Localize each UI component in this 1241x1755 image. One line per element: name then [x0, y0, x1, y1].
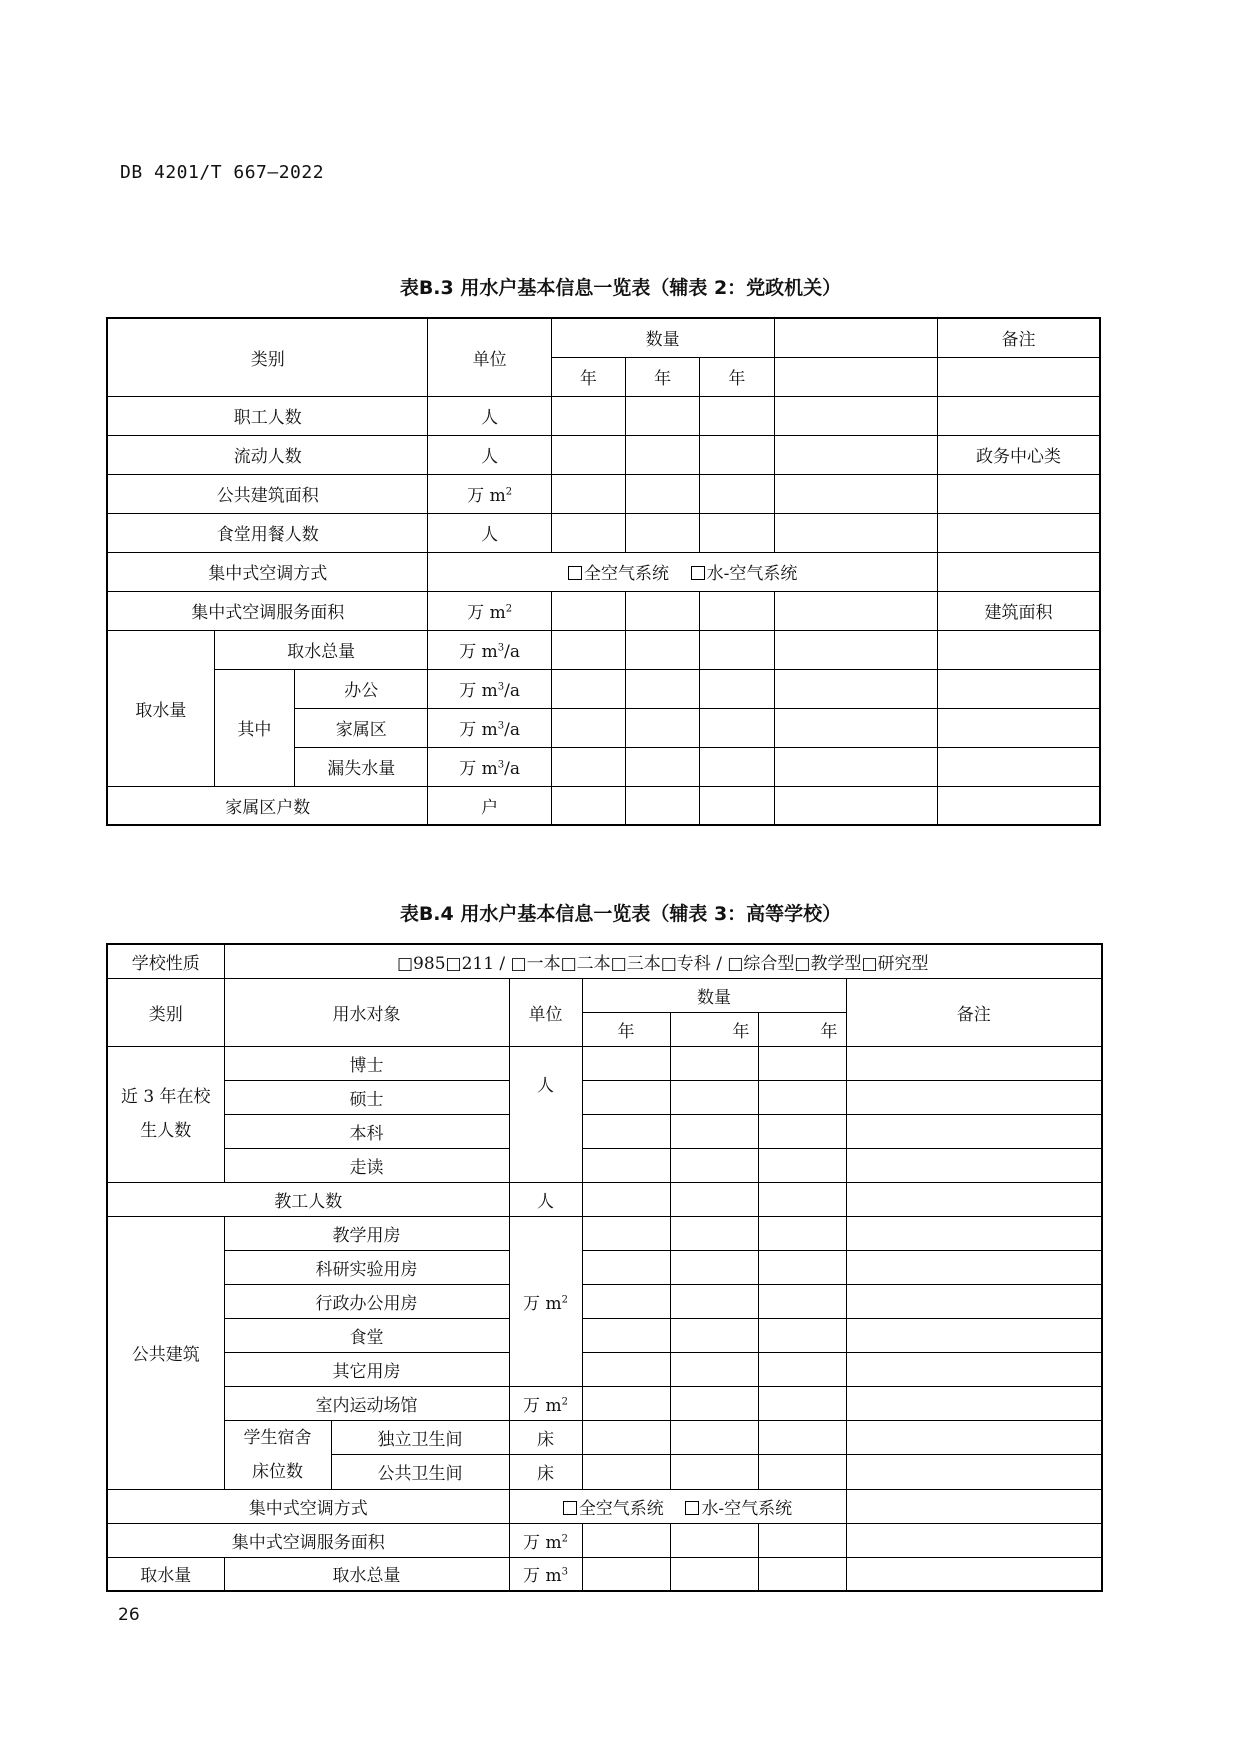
cell	[758, 1386, 846, 1420]
table-row	[107, 435, 1100, 474]
header-object: 用水对象	[224, 978, 509, 1046]
cell	[846, 1352, 1102, 1386]
students-label: 近 3 年在校 生人数	[107, 1046, 224, 1182]
row-unit: 床	[509, 1420, 582, 1455]
cell	[582, 1182, 670, 1216]
cell	[758, 1352, 846, 1386]
intake-sub-label: 家属区	[295, 708, 428, 747]
cell	[551, 435, 625, 474]
cell	[758, 1182, 846, 1216]
table-row	[107, 1557, 1102, 1591]
table-b4	[106, 943, 1103, 1592]
ac-mode-options	[509, 1489, 846, 1523]
row-label: 集中式空调服务面积	[107, 591, 428, 630]
cell	[846, 1250, 1102, 1284]
cell	[700, 435, 774, 474]
option-all-air: 全空气系统	[584, 564, 670, 584]
intake-total-label: 取水总量	[224, 1557, 509, 1591]
cell	[670, 1148, 758, 1182]
row-unit: 万 $m^2$	[509, 1386, 582, 1420]
cell	[700, 630, 774, 669]
cell	[700, 396, 774, 435]
cell	[670, 1250, 758, 1284]
cell	[626, 669, 700, 708]
cell	[582, 1420, 670, 1455]
intake-sub-group: 其中	[214, 669, 294, 786]
cell	[758, 1250, 846, 1284]
cell	[758, 1046, 846, 1080]
cell	[758, 1523, 846, 1557]
cell	[937, 786, 1100, 825]
cell	[582, 1557, 670, 1591]
cell	[582, 1148, 670, 1182]
cell	[700, 669, 774, 708]
row-label: 集中式空调方式	[107, 552, 428, 591]
table-row	[107, 1420, 1102, 1455]
header-year-1: 年	[551, 357, 625, 396]
row-unit: 床	[509, 1455, 582, 1490]
table-row	[107, 552, 1100, 591]
row-unit: 万 $m^2$	[428, 591, 551, 630]
header-blank-3	[937, 357, 1100, 396]
cell	[551, 630, 625, 669]
cell	[774, 708, 937, 747]
cell	[551, 396, 625, 435]
header-year-3: 年	[700, 357, 774, 396]
document-id: DB 4201/T 667—2022	[120, 162, 325, 183]
cell	[670, 1182, 758, 1216]
header-year-2: 年	[626, 357, 700, 396]
row-label: 公共建筑面积	[107, 474, 428, 513]
cell	[582, 1523, 670, 1557]
table-row	[107, 1284, 1102, 1318]
cell	[626, 591, 700, 630]
table-row	[107, 396, 1100, 435]
cell	[670, 1557, 758, 1591]
cell	[758, 1557, 846, 1591]
row-unit: 户	[428, 786, 551, 825]
ac-mode-label: 集中式空调方式	[107, 1489, 509, 1523]
cell	[846, 1046, 1102, 1080]
cell	[551, 669, 625, 708]
cell	[582, 1352, 670, 1386]
row-unit: 万 $m^3$	[509, 1557, 582, 1591]
header-blank	[774, 318, 937, 357]
cell	[700, 513, 774, 552]
cell	[700, 786, 774, 825]
option-all-air: 全空气系统	[578, 1498, 664, 1519]
ac-mode-options	[428, 552, 938, 591]
cell	[937, 669, 1100, 708]
row-remark	[937, 474, 1100, 513]
public-building-unit: 万 $m^2$	[509, 1216, 582, 1386]
cell	[774, 630, 937, 669]
table-b3	[106, 317, 1101, 826]
row-unit: 人	[428, 435, 551, 474]
cell	[582, 1386, 670, 1420]
row-unit: 万 $m^3/a$	[428, 630, 551, 669]
cell	[758, 1148, 846, 1182]
cell	[758, 1420, 846, 1455]
page-number: 26	[118, 1605, 140, 1625]
cell	[626, 396, 700, 435]
table-b3-caption: 表B.3 用水户基本信息一览表（辅表 2：党政机关）	[399, 277, 842, 299]
cell	[937, 708, 1100, 747]
cell	[551, 513, 625, 552]
row-remark	[937, 396, 1100, 435]
header-year-3: 年	[758, 1012, 846, 1046]
cell	[670, 1386, 758, 1420]
cell	[700, 474, 774, 513]
cell	[774, 747, 937, 786]
cell	[774, 591, 937, 630]
table-b4-caption: 表B.4 用水户基本信息一览表（辅表 3：高等学校）	[399, 903, 842, 925]
table-row	[107, 591, 1100, 630]
checkbox-water-air[interactable]	[685, 1501, 699, 1515]
intake-sub-label: 漏失水量	[295, 747, 428, 786]
cell	[626, 435, 700, 474]
row-unit: 万 $m^3/a$	[428, 669, 551, 708]
cell	[626, 474, 700, 513]
cell	[700, 747, 774, 786]
cell	[846, 1386, 1102, 1420]
table-row	[107, 1318, 1102, 1352]
cell	[582, 1114, 670, 1148]
table-row	[107, 1250, 1102, 1284]
row-remark	[937, 513, 1100, 552]
object-label: 独立卫生间	[331, 1420, 509, 1455]
table-row	[107, 1386, 1102, 1420]
cell	[846, 1216, 1102, 1250]
cell	[846, 1557, 1102, 1591]
cell	[758, 1318, 846, 1352]
table-row	[107, 1216, 1102, 1250]
cell	[937, 747, 1100, 786]
cell	[551, 786, 625, 825]
cell	[626, 786, 700, 825]
cell	[582, 1216, 670, 1250]
staff-label: 教工人数	[107, 1182, 509, 1216]
cell	[846, 1523, 1102, 1557]
object-label: 其它用房	[224, 1352, 509, 1386]
cell	[774, 435, 937, 474]
cell	[670, 1318, 758, 1352]
cell	[670, 1284, 758, 1318]
header-unit: 单位	[509, 978, 582, 1046]
table-row	[107, 669, 1100, 708]
table-row	[107, 1114, 1102, 1148]
cell	[626, 513, 700, 552]
object-label: 博士	[224, 1046, 509, 1080]
row-unit: 万 $m^2$	[428, 474, 551, 513]
header-remark: 备注	[937, 318, 1100, 357]
cell	[846, 1455, 1102, 1490]
intake-label: 取水量	[107, 630, 214, 786]
cell	[626, 747, 700, 786]
intake-label: 取水量	[107, 1557, 224, 1591]
cell	[937, 552, 1100, 591]
table-row	[107, 944, 1102, 978]
object-label: 行政办公用房	[224, 1284, 509, 1318]
object-label: 本科	[224, 1114, 509, 1148]
row-label: 食堂用餐人数	[107, 513, 428, 552]
header-year-1: 年	[582, 1012, 670, 1046]
cell	[758, 1114, 846, 1148]
header-unit: 单位	[428, 318, 551, 396]
cell	[670, 1216, 758, 1250]
cell	[846, 1080, 1102, 1114]
row-label: 家属区户数	[107, 786, 428, 825]
cell	[670, 1455, 758, 1490]
object-label: 食堂	[224, 1318, 509, 1352]
table-row	[107, 1489, 1102, 1523]
cell	[758, 1080, 846, 1114]
cell	[626, 708, 700, 747]
cell	[846, 1420, 1102, 1455]
table-row	[107, 513, 1100, 552]
object-label: 硕士	[224, 1080, 509, 1114]
header-category: 类别	[107, 978, 224, 1046]
row-label: 职工人数	[107, 396, 428, 435]
cell	[582, 1046, 670, 1080]
header-remark: 备注	[846, 978, 1102, 1046]
header-blank-2	[774, 357, 937, 396]
cell	[670, 1080, 758, 1114]
cell	[758, 1455, 846, 1490]
ac-area-label: 集中式空调服务面积	[107, 1523, 509, 1557]
cell	[551, 708, 625, 747]
cell	[846, 1148, 1102, 1182]
cell	[846, 1284, 1102, 1318]
cell	[626, 630, 700, 669]
table-row	[107, 1352, 1102, 1386]
school-type-options: □985□211 / □一本□二本□三本□专科 / □综合型□教学型□研究型	[224, 944, 1102, 978]
intake-total-label: 取水总量	[214, 630, 428, 669]
cell	[582, 1250, 670, 1284]
cell	[937, 630, 1100, 669]
option-water-air: 水-空气系统	[706, 564, 798, 584]
cell	[774, 396, 937, 435]
cell	[846, 1318, 1102, 1352]
row-unit: 万 $m^2$	[509, 1523, 582, 1557]
checkbox-all-air[interactable]	[568, 566, 582, 580]
cell	[670, 1352, 758, 1386]
object-label: 室内运动场馆	[224, 1386, 509, 1420]
dorm-label: 学生宿舍 床位数	[224, 1420, 331, 1489]
row-remark: 政务中心类	[937, 435, 1100, 474]
header-quantity: 数量	[551, 318, 774, 357]
cell	[758, 1216, 846, 1250]
checkbox-water-air[interactable]	[691, 566, 705, 580]
cell	[582, 1455, 670, 1490]
header-year-2: 年	[670, 1012, 758, 1046]
header-quantity: 数量	[582, 978, 846, 1012]
cell	[700, 708, 774, 747]
row-unit: 人	[428, 513, 551, 552]
table-row	[107, 630, 1100, 669]
students-unit: 人	[509, 1046, 582, 1182]
header-category: 类别	[107, 318, 428, 396]
cell	[582, 1080, 670, 1114]
row-unit: 人	[428, 396, 551, 435]
cell	[774, 786, 937, 825]
cell	[582, 1318, 670, 1352]
object-label: 科研实验用房	[224, 1250, 509, 1284]
table-row	[107, 474, 1100, 513]
cell	[551, 591, 625, 630]
cell	[758, 1284, 846, 1318]
table-row	[107, 786, 1100, 825]
cell	[846, 1489, 1102, 1523]
cell	[846, 1182, 1102, 1216]
cell	[774, 513, 937, 552]
table-row	[107, 1148, 1102, 1182]
cell	[774, 669, 937, 708]
row-remark: 建筑面积	[937, 591, 1100, 630]
row-unit: 万 $m^3/a$	[428, 708, 551, 747]
staff-unit: 人	[509, 1182, 582, 1216]
checkbox-all-air[interactable]	[563, 1501, 577, 1515]
table-row	[107, 1523, 1102, 1557]
cell	[700, 591, 774, 630]
option-water-air: 水-空气系统	[701, 1498, 793, 1519]
table-row	[107, 1080, 1102, 1114]
intake-sub-label: 办公	[295, 669, 428, 708]
cell	[582, 1284, 670, 1318]
cell	[846, 1114, 1102, 1148]
object-label: 教学用房	[224, 1216, 509, 1250]
cell	[551, 747, 625, 786]
row-label: 流动人数	[107, 435, 428, 474]
object-label: 走读	[224, 1148, 509, 1182]
cell	[774, 474, 937, 513]
cell	[670, 1046, 758, 1080]
row-unit: 万 $m^3/a$	[428, 747, 551, 786]
cell	[670, 1114, 758, 1148]
public-building-label: 公共建筑	[107, 1216, 224, 1489]
cell	[670, 1523, 758, 1557]
table-row	[107, 1046, 1102, 1080]
cell	[551, 474, 625, 513]
cell	[670, 1420, 758, 1455]
table-row	[107, 1182, 1102, 1216]
object-label: 公共卫生间	[331, 1455, 509, 1490]
school-type-label: 学校性质	[107, 944, 224, 978]
